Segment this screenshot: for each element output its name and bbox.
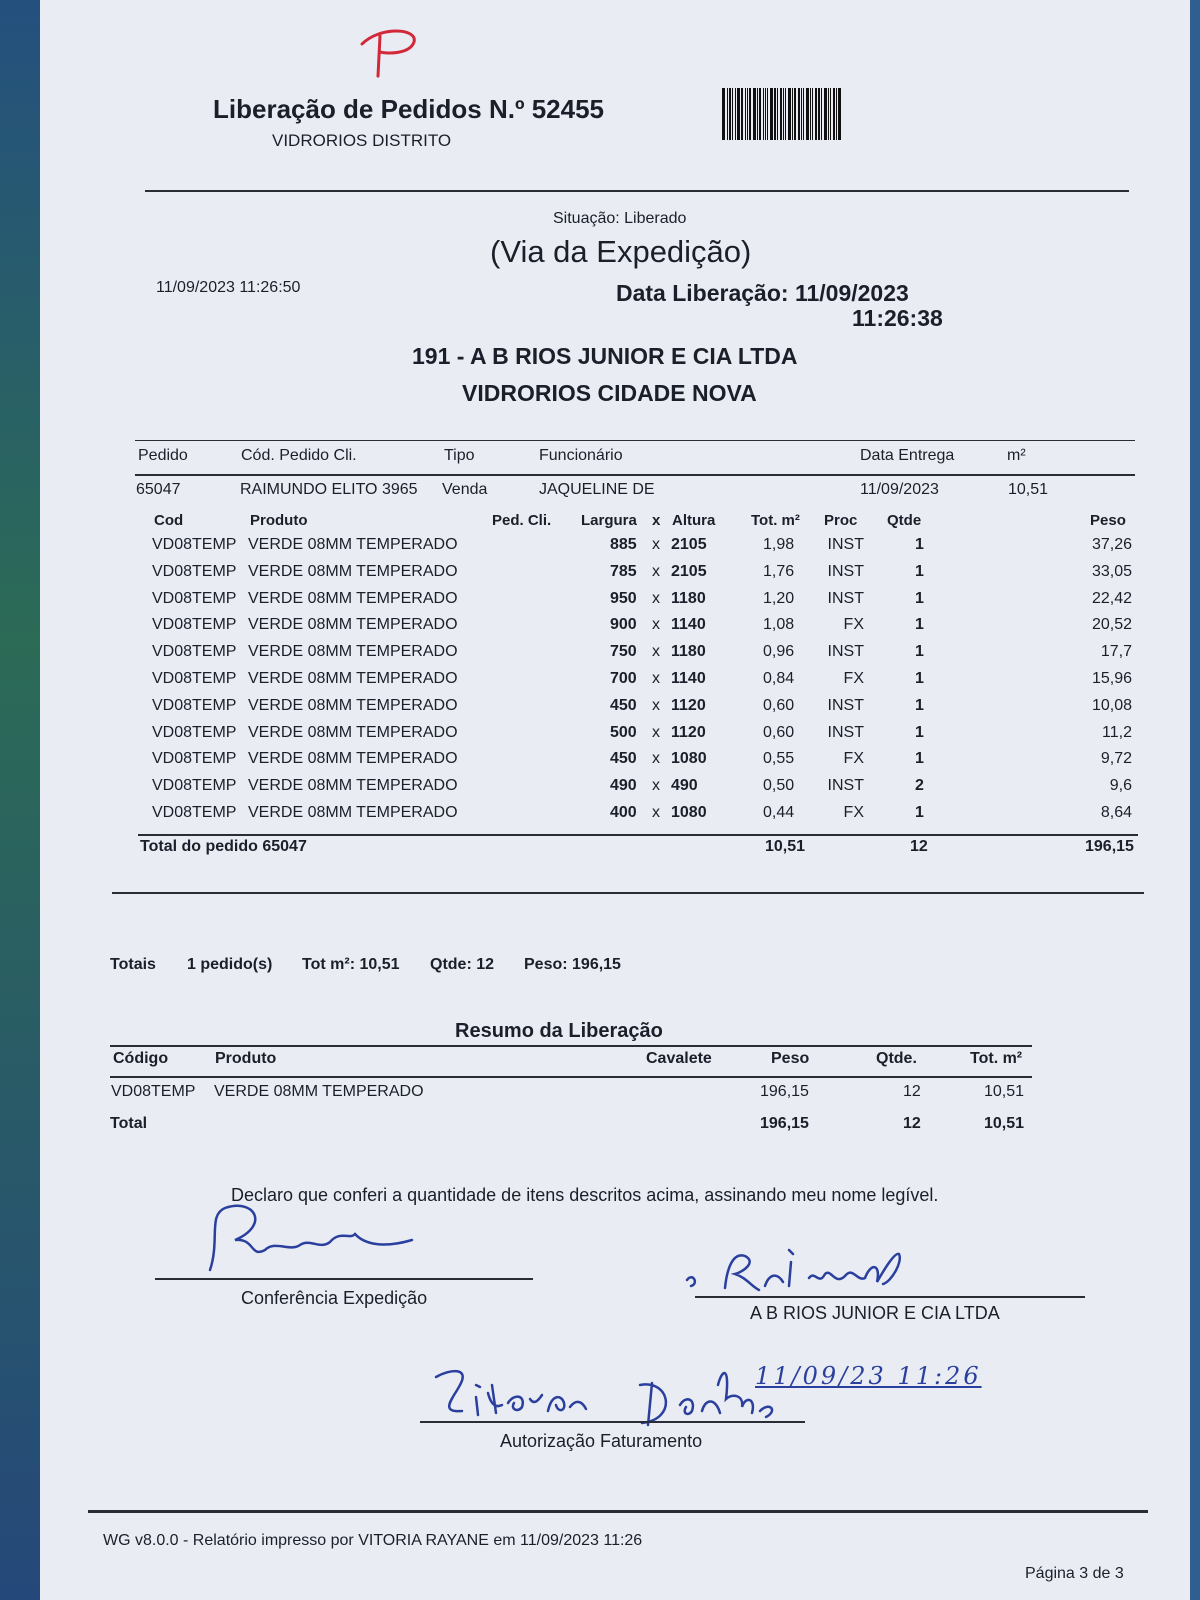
divider [110,1045,1032,1047]
order-total-label: Total do pedido 65047 [140,838,307,855]
barcode-bar [838,88,841,140]
barcode-bar [780,88,782,140]
summary-total-label: Total [110,1115,148,1132]
item-altura: 2105 [671,536,707,553]
summary-total-row [0,1115,1200,1141]
barcode-bar [722,88,725,140]
item-altura: 1140 [671,616,706,634]
client-name: 191 - A B RIOS JUNIOR E CIA LTDA [412,343,798,369]
barcode-bar [785,88,786,140]
table-row [0,536,1200,562]
col-peso: Peso [1090,512,1126,529]
summary-total-peso: 196,15 [760,1115,809,1132]
barcode-bar [836,88,837,140]
item-altura: 2105 [671,562,707,580]
barcode-bar [830,88,831,140]
data-liberacao: Data Liberação: 11/09/2023 [616,280,909,306]
item-qtde: 1 [915,562,924,580]
item-altura: 1080 [671,804,707,821]
item-x: x [652,670,660,687]
col-largura: Largura [581,512,637,529]
col-x: x [652,512,661,529]
item-largura: 900 [610,616,637,634]
summary-peso: 196,15 [760,1083,809,1100]
item-produto: VERDE 08MM TEMPERADO [248,750,458,768]
item-cod: VD08TEMP [152,589,237,607]
items-header-row [0,512,1200,538]
table-row [0,643,1200,669]
col-qtde: Qtde [887,512,922,529]
order-cod-pedido-cli: RAIMUNDO ELITO 3965 [240,481,418,498]
printed-timestamp: 11/09/2023 11:26:50 [156,279,301,296]
item-largura: 700 [610,670,637,687]
situacao-label: Situação: Liberado [553,210,687,227]
item-tot-m2: 1,20 [763,589,795,607]
item-proc: INST [827,723,864,741]
handwritten-date: 11/09/23 11:26 [755,1362,982,1390]
item-tot-m2: 0,96 [763,643,795,661]
item-proc: INST [827,562,864,580]
col-proc: Proc [824,512,858,529]
item-produto: VERDE 08MM TEMPERADO [248,536,458,553]
item-tot-m2: 0,84 [763,670,795,687]
item-largura: 785 [610,562,637,580]
item-tot-m2: 0,60 [763,723,795,741]
summary-col-produto: Produto [215,1050,277,1067]
barcode-bar [763,88,764,140]
order-row [0,481,1200,507]
item-x: x [652,750,660,768]
item-largura: 490 [610,777,637,795]
item-tot-m2: 1,76 [763,562,795,580]
barcode-bar [812,88,813,140]
autorizacao-label: Autorização Faturamento [500,1431,703,1451]
item-qtde: 1 [915,616,924,634]
totals-label: Totais [110,956,156,973]
item-largura: 500 [610,723,637,741]
item-largura: 400 [610,804,637,821]
client-store: VIDRORIOS CIDADE NOVA [462,380,757,406]
table-row [0,777,1200,803]
summary-col-tot-m2: Tot. m² [970,1050,1023,1067]
item-tot-m2: 0,44 [763,804,795,821]
col-pedido: Pedido [138,447,188,464]
item-produto: VERDE 08MM TEMPERADO [248,670,458,687]
summary-row [0,1083,1200,1109]
item-x: x [652,616,660,634]
item-altura: 490 [671,777,698,795]
col-data-entrega: Data Entrega [860,447,955,464]
item-produto: VERDE 08MM TEMPERADO [248,616,458,634]
item-produto: VERDE 08MM TEMPERADO [248,804,458,821]
item-cod: VD08TEMP [152,696,237,714]
item-peso: 15,96 [1091,670,1132,687]
item-proc: FX [843,670,864,687]
item-largura: 750 [610,643,637,661]
item-cod: VD08TEMP [152,616,237,634]
barcode-bar [747,88,748,140]
item-qtde: 1 [915,536,924,553]
summary-tot-m2: 10,51 [984,1083,1025,1100]
summary-qtde: 12 [903,1083,921,1100]
table-row [0,697,1200,723]
footer-page-number: Página 3 de 3 [1025,1565,1124,1582]
table-row [0,670,1200,696]
item-peso: 9,6 [1109,777,1132,795]
item-cod: VD08TEMP [152,536,237,553]
barcode-bar [774,88,776,140]
barcode-bar [821,88,822,140]
summary-title: Resumo da Liberação [455,1020,663,1042]
summary-col-qtde: Qtde. [876,1050,917,1067]
barcode-bar [759,88,761,140]
table-row [0,563,1200,589]
col-cod-pedido-cli: Cód. Pedido Cli. [241,447,357,464]
item-peso: 11,2 [1102,723,1132,741]
item-peso: 10,08 [1091,696,1132,714]
col-tipo: Tipo [444,447,475,464]
item-proc: INST [827,589,864,607]
item-qtde: 1 [915,696,924,714]
order-data-entrega: 11/09/2023 [860,481,939,498]
item-x: x [652,696,660,714]
order-total-row [0,838,1200,864]
item-proc: INST [827,777,864,795]
col-m2: m² [1007,447,1026,464]
item-tot-m2: 1,98 [763,536,795,553]
item-x: x [652,723,660,741]
barcode-bar [735,88,736,140]
item-proc: INST [827,536,864,553]
summary-col-codigo: Código [113,1050,169,1067]
totals-m2: Tot m²: 10,51 [302,956,400,973]
divider [135,474,1135,476]
item-proc: INST [827,696,864,714]
item-produto: VERDE 08MM TEMPERADO [248,643,458,661]
barcode-bar [824,88,827,140]
item-cod: VD08TEMP [152,670,237,687]
item-tot-m2: 1,08 [763,616,795,634]
item-largura: 950 [610,589,637,607]
order-total-m2: 10,51 [765,838,806,855]
signature-line [695,1296,1085,1298]
col-funcionario: Funcionário [539,447,623,464]
totals-row [0,956,1200,982]
item-qtde: 2 [915,777,924,795]
barcode-bar [815,88,817,140]
item-produto: VERDE 08MM TEMPERADO [248,777,458,795]
signature-client [685,1238,945,1298]
item-cod: VD08TEMP [152,643,237,661]
barcode-bar [798,88,800,140]
table-row [0,724,1200,750]
divider [145,190,1129,192]
item-qtde: 1 [915,589,924,607]
item-proc: INST [827,643,864,661]
table-row [0,750,1200,776]
item-produto: VERDE 08MM TEMPERADO [248,562,458,580]
item-peso: 17,7 [1100,643,1132,661]
item-qtde: 1 [915,750,924,768]
declaration-text: Declaro que conferi a quantidade de itens descritos acima, assinando meu nome legível. [231,1185,939,1205]
item-x: x [652,562,660,580]
item-peso: 8,64 [1100,804,1132,821]
col-cod: Cod [154,512,184,529]
item-peso: 22,42 [1091,589,1132,607]
item-x: x [652,804,660,821]
signature-autorizacao [430,1355,800,1435]
item-tot-m2: 0,50 [763,777,795,795]
order-total-qtde: 12 [910,838,928,855]
signature-conferencia [180,1200,450,1280]
item-altura: 1120 [671,696,706,714]
barcode-bar [767,88,768,140]
barcode-bar [833,88,835,140]
summary-total-m2: 10,51 [984,1115,1025,1132]
summary-total-qtde: 12 [903,1115,921,1132]
summary-codigo: VD08TEMP [111,1083,196,1100]
via-label: (Via da Expedição) [490,234,752,269]
barcode-bar [757,88,758,140]
item-qtde: 1 [915,670,924,687]
item-cod: VD08TEMP [152,777,237,795]
item-largura: 450 [610,696,637,714]
item-cod: VD08TEMP [152,750,237,768]
item-altura: 1120 [671,723,706,741]
item-qtde: 1 [915,643,924,661]
barcode-bar [810,88,811,140]
col-produto: Produto [250,512,308,529]
item-x: x [652,536,660,553]
barcode-bar [745,88,746,140]
item-cod: VD08TEMP [152,723,237,741]
page-title: Liberação de Pedidos N.º 52455 [213,94,604,124]
barcode-bar [727,88,728,140]
order-tipo: Venda [442,481,488,498]
barcode-bar [749,88,751,140]
barcode-bar [783,88,784,140]
col-ped-cli: Ped. Cli. [492,512,552,529]
item-altura: 1180 [671,589,706,607]
footer-divider [88,1510,1148,1513]
divider [135,440,1135,441]
totals-qtde: Qtde: 12 [430,956,495,973]
handwritten-p-mark [340,20,430,80]
barcode-bar [806,88,809,140]
table-row [0,804,1200,830]
item-proc: FX [843,750,864,768]
divider [110,1076,1032,1078]
barcode-bar [794,88,796,140]
col-tot-m2: Tot. m² [751,512,800,529]
item-altura: 1180 [671,643,706,661]
item-altura: 1140 [671,670,706,687]
summary-header-row [0,1050,1200,1076]
item-tot-m2: 0,55 [763,750,795,768]
item-x: x [652,777,660,795]
barcode-bar [777,88,778,140]
order-pedido: 65047 [136,481,181,498]
footer-printed-by: WG v8.0.0 - Relatório impresso por VITORIA RAYANE em 11/09/2023 11:26 [103,1532,643,1549]
item-proc: FX [843,616,864,634]
item-peso: 33,05 [1091,562,1132,580]
barcode-bar [737,88,740,140]
item-altura: 1080 [671,750,707,768]
col-altura: Altura [672,512,716,529]
conferencia-label: Conferência Expedição [241,1288,428,1308]
barcode-bar [753,88,756,140]
item-tot-m2: 0,60 [763,696,795,714]
item-x: x [652,589,660,607]
divider [112,892,1144,894]
company-name: VIDRORIOS DISTRITO [272,131,452,150]
table-row [0,616,1200,642]
barcode-bar [801,88,802,140]
barcode-bar [729,88,731,140]
data-liberacao-time: 11:26:38 [852,305,943,331]
barcode-bar [828,88,829,140]
barcode-bar [770,88,773,140]
barcode-bar [792,88,793,140]
item-x: x [652,643,660,661]
item-produto: VERDE 08MM TEMPERADO [248,696,458,714]
divider [138,834,1138,836]
item-produto: VERDE 08MM TEMPERADO [248,589,458,607]
summary-col-cavalete: Cavalete [646,1050,712,1067]
barcode [722,88,843,140]
item-qtde: 1 [915,804,924,821]
item-proc: FX [843,804,864,821]
item-largura: 450 [610,750,637,768]
table-row [0,590,1200,616]
order-m2: 10,51 [1008,481,1049,498]
signature-line [420,1421,805,1423]
barcode-bar [818,88,820,140]
barcode-bar [803,88,804,140]
order-funcionario: JAQUELINE DE [539,481,655,498]
item-produto: VERDE 08MM TEMPERADO [248,723,458,741]
barcode-bar [732,88,733,140]
item-peso: 9,72 [1100,750,1132,768]
totals-peso: Peso: 196,15 [524,956,621,973]
item-qtde: 1 [915,723,924,741]
order-header-row [0,447,1200,473]
item-cod: VD08TEMP [152,804,237,821]
barcode-bar [788,88,791,140]
summary-col-peso: Peso [771,1050,810,1067]
barcode-bar [741,88,743,140]
item-cod: VD08TEMP [152,562,237,580]
totals-pedidos: 1 pedido(s) [187,956,273,973]
item-peso: 20,52 [1091,616,1132,634]
item-peso: 37,26 [1091,536,1132,553]
client-label: A B RIOS JUNIOR E CIA LTDA [750,1303,1000,1323]
signature-line [155,1278,533,1280]
item-largura: 885 [610,536,637,553]
order-total-peso: 196,15 [1085,838,1134,855]
summary-produto: VERDE 08MM TEMPERADO [214,1083,424,1100]
barcode-bar [765,88,766,140]
